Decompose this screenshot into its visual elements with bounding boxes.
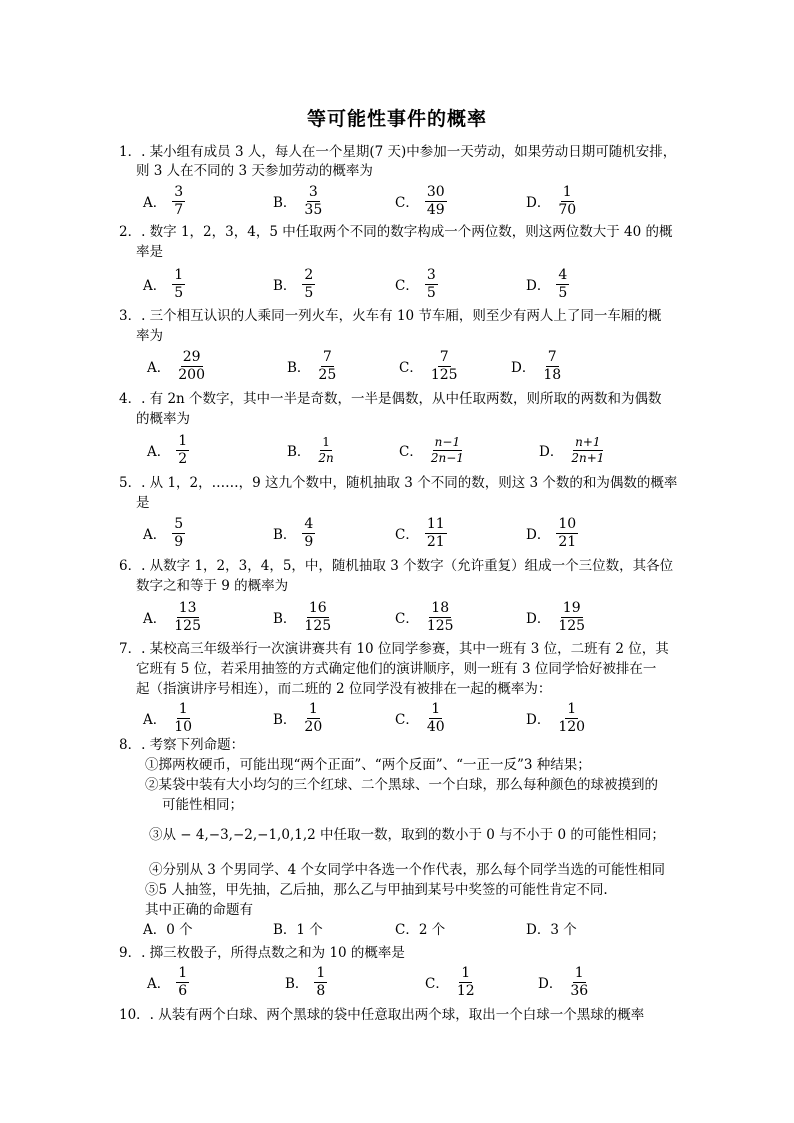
fraction: $\frac{1}{120}$ xyxy=(558,700,586,735)
fraction: $\frac{1}{10}$ xyxy=(174,700,193,735)
fraction: $\frac{1}{36}$ xyxy=(570,964,589,999)
fraction: $\frac{1}{2}$ xyxy=(178,432,188,467)
question-8-text: 8．. 考察下列命题： xyxy=(119,737,245,753)
question-6-text: 6．. 从数字 1，2，3，4，5，中，随机抽取 3 个数字（允许重复）组成一个三位数，其各位 xyxy=(119,558,674,574)
question-4-options xyxy=(143,430,703,470)
question-1-options xyxy=(143,181,703,221)
fraction: $\frac{1}{12}$ xyxy=(456,964,475,999)
proposition-4: ④分别从 3 个男同学、4 个女同学中各选一个作代表，那么每个同学当选的可能性相同 xyxy=(149,862,666,878)
question-4-text: 4．. 有 2n 个数字，其中一半是奇数，一半是偶数，从中任取两数，则所取的两数和为偶数 xyxy=(119,391,662,407)
option-c: C． $\frac{3}{5}$ xyxy=(395,266,436,301)
fraction: $\frac{30}{49}$ xyxy=(426,183,445,218)
fraction: $\frac{3}{7}$ xyxy=(174,183,184,218)
question-10-text: 10．. 从装有两个白球、两个黑球的袋中任意取出两个球，取出一个白球一个黑球的概率 xyxy=(119,1007,645,1023)
fraction: $\frac{1}{6}$ xyxy=(178,964,188,999)
proposition-3: ③从 − 4,−3,−2,−1,0,1,2 中任取一数，取到的数小于 0 与不小于 0 的可能性相同； xyxy=(149,827,665,843)
fraction: $\frac{1}{5}$ xyxy=(174,266,184,301)
question-2-text: 2．. 数字 1，2，3，4，5 中任取两个不同的数字构成一个两位数，则这两位数大于 40 的概 xyxy=(119,224,673,240)
option-a: A． $\frac{1}{2}$ xyxy=(147,432,188,467)
option-c: C． $\frac{1}{12}$ xyxy=(425,964,475,999)
option-a: A． $\frac{1}{5}$ xyxy=(143,266,184,301)
question-5-text: 是 xyxy=(136,495,150,511)
fraction: $\frac{1}{2n}$ xyxy=(318,434,334,465)
question-1-text: 则 3 人在不同的 3 天参加劳动的概率为 xyxy=(136,163,373,179)
question-3-options xyxy=(143,346,703,386)
option-c: C． $\frac{18}{125}$ xyxy=(395,599,454,634)
fraction: $\frac{n-1}{2n-1}$ xyxy=(430,434,464,465)
option-d: D．3 个 xyxy=(526,922,577,938)
option-b: B． $\frac{7}{25}$ xyxy=(287,348,337,383)
question-7-options xyxy=(143,698,703,738)
question-6-options xyxy=(143,597,703,637)
fraction: $\frac{29}{200}$ xyxy=(178,348,205,383)
proposition-2: ②某袋中装有大小均匀的三个红球、二个黑球、一个白球，那么每种颜色的球被摸到的 xyxy=(145,777,658,793)
option-d: D． $\frac{7}{18}$ xyxy=(511,348,562,383)
question-9-text: 9．. 掷三枚骰子，所得点数之和为 10 的概率是 xyxy=(119,945,405,961)
option-d: D． $\frac{10}{21}$ xyxy=(526,515,577,550)
question-2-options xyxy=(143,264,703,304)
fraction: $\frac{1}{20}$ xyxy=(304,700,323,735)
option-a: A． $\frac{5}{9}$ xyxy=(143,515,184,550)
proposition-2-cont: 可能性相同； xyxy=(162,797,243,813)
question-7-text: 7．. 某校高三年级举行一次演讲赛共有 10 位同学参赛，其中一班有 3 位，二班有 2 位，其 xyxy=(119,641,669,657)
option-b: B．1 个 xyxy=(273,922,323,938)
option-a: A． $\frac{1}{6}$ xyxy=(147,964,188,999)
option-b: B． $\frac{4}{9}$ xyxy=(273,515,314,550)
question-3-text: 率为 xyxy=(136,328,163,344)
fraction: $\frac{3}{35}$ xyxy=(304,183,323,218)
option-c: C． $\frac{1}{40}$ xyxy=(395,700,445,735)
option-b: B． $\frac{3}{35}$ xyxy=(273,183,323,218)
question-7-text: 它班有 5 位，若采用抽签的方式确定他们的演讲顺序，则一班有 3 位同学恰好被排在一 xyxy=(136,661,657,677)
question-5-text: 5．. 从 1，2，……，9 这九个数中，随机抽取 3 个不同的数，则这 3 个数的和为偶数的概率 xyxy=(119,475,678,491)
question-2-text: 率是 xyxy=(136,244,163,260)
question-4-text: 的概率为 xyxy=(136,411,190,427)
option-b: B． $\frac{1}{20}$ xyxy=(273,700,323,735)
option-a: A． $\frac{29}{200}$ xyxy=(147,348,205,383)
option-c: C． $\frac{11}{21}$ xyxy=(395,515,445,550)
fraction: $\frac{1}{70}$ xyxy=(558,183,577,218)
option-b: B． $\frac{1}{8}$ xyxy=(285,964,326,999)
fraction: $\frac{3}{5}$ xyxy=(426,266,436,301)
option-a: A． $\frac{13}{125}$ xyxy=(143,599,201,634)
fraction: $\frac{4}{9}$ xyxy=(304,515,314,550)
fraction: $\frac{7}{18}$ xyxy=(543,348,562,383)
fraction: $\frac{11}{21}$ xyxy=(426,515,445,550)
option-d: D． $\frac{4}{5}$ xyxy=(526,266,568,301)
question-6-text: 数字之和等于 9 的概率为 xyxy=(136,578,289,594)
fraction: $\frac{18}{125}$ xyxy=(426,599,454,634)
question-8-options xyxy=(143,921,703,941)
option-c: C． $\frac{n-1}{2n-1}$ xyxy=(399,434,464,465)
option-b: B． $\frac{1}{2n}$ xyxy=(287,434,334,465)
option-d: D． $\frac{1}{70}$ xyxy=(526,183,577,218)
option-d: D． $\frac{19}{125}$ xyxy=(526,599,586,634)
fraction: $\frac{10}{21}$ xyxy=(558,515,577,550)
option-b: B． $\frac{2}{5}$ xyxy=(273,266,314,301)
option-a: A． $\frac{3}{7}$ xyxy=(143,183,184,218)
fraction: $\frac{16}{125}$ xyxy=(304,599,332,634)
option-d: D． $\frac{n+1}{2n+1}$ xyxy=(539,434,605,465)
fraction: $\frac{19}{125}$ xyxy=(558,599,586,634)
question-3-text: 3．. 三个相互认识的人乘同一列火车，火车有 10 节车厢，则至少有两人上了同一车厢的概 xyxy=(119,308,662,324)
option-a: A．0 个 xyxy=(143,922,193,938)
fraction: $\frac{7}{125}$ xyxy=(430,348,458,383)
option-c: C．2 个 xyxy=(395,922,446,938)
option-c: C． $\frac{30}{49}$ xyxy=(395,183,445,218)
fraction: $\frac{4}{5}$ xyxy=(558,266,568,301)
fraction: $\frac{1}{8}$ xyxy=(316,964,326,999)
proposition-5: ⑤5 人抽签，甲先抽，乙后抽，那么乙与甲抽到某号中奖签的可能性肯定不同. xyxy=(145,882,608,898)
option-a: A． $\frac{1}{10}$ xyxy=(143,700,193,735)
question-7-text: 起（指演讲序号相连），而二班的 2 位同学没有被排在一起的概率为： xyxy=(136,681,552,697)
question-1-text: 1．. 某小组有成员 3 人，每人在一个星期(7 天)中参加一天劳动，如果劳动日期可随机安排， xyxy=(119,144,677,160)
option-c: C． $\frac{7}{125}$ xyxy=(399,348,458,383)
fraction: $\frac{n+1}{2n+1}$ xyxy=(571,434,605,465)
fraction: $\frac{13}{125}$ xyxy=(174,599,201,634)
option-d: D． $\frac{1}{36}$ xyxy=(538,964,589,999)
question-8-text: 其中正确的命题有 xyxy=(145,902,253,918)
fraction: $\frac{5}{9}$ xyxy=(174,515,184,550)
question-5-options xyxy=(143,513,703,553)
fraction: $\frac{7}{25}$ xyxy=(318,348,337,383)
page-title: 等可能性事件的概率 xyxy=(306,108,487,130)
fraction: $\frac{2}{5}$ xyxy=(304,266,314,301)
option-b: B． $\frac{16}{125}$ xyxy=(273,599,332,634)
option-d: D． $\frac{1}{120}$ xyxy=(526,700,586,735)
question-9-options xyxy=(143,962,703,1002)
fraction: $\frac{1}{40}$ xyxy=(426,700,445,735)
proposition-1: ①掷两枚硬币，可能出现“两个正面”、“两个反面”、“一正一反”3 种结果； xyxy=(145,757,591,773)
